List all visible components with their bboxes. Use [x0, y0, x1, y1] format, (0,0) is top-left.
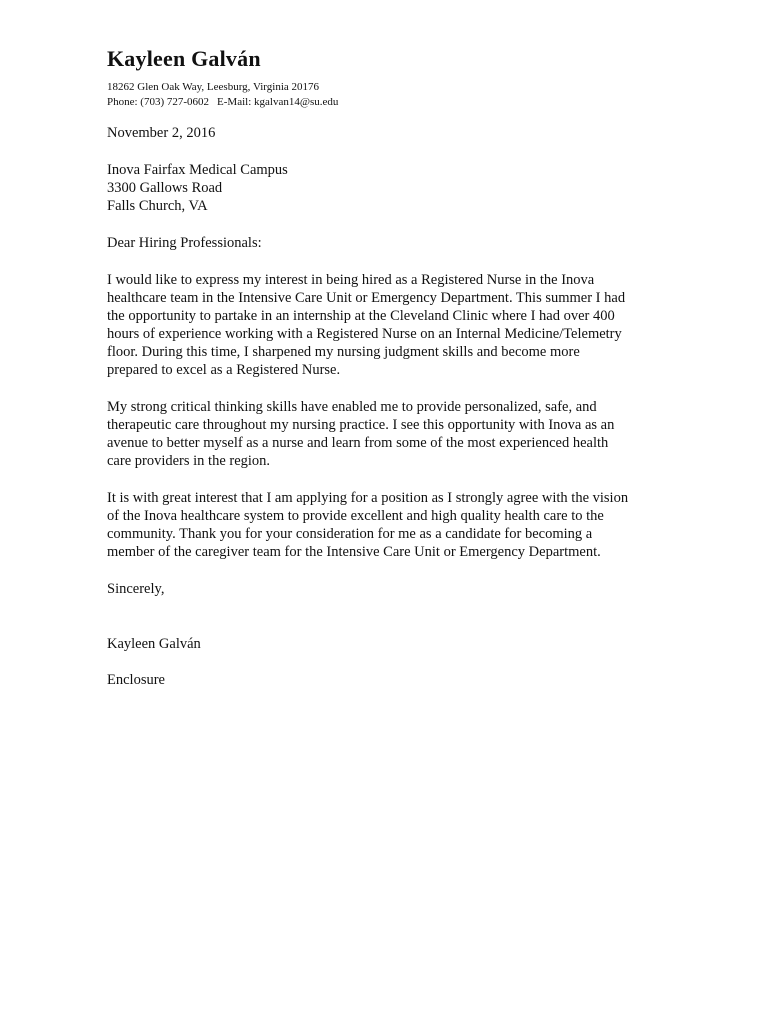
sender-contact-line: [107, 95, 667, 110]
paragraph-line: of the Inova healthcare system to provide excellent and high quality health care to the: [107, 508, 604, 524]
paragraph-line: I would like to express my interest in being hired as a Registered Nurse in the Inova: [107, 272, 595, 288]
sender-phone: Phone: (703) 727-0602: [107, 96, 210, 108]
paragraph-line: care providers in the region.: [107, 453, 271, 469]
paragraph-line: floor. During this time, I sharpened my nursing judgment skills and become more: [107, 344, 580, 360]
recipient-line: Inova Fairfax Medical Campus: [107, 162, 288, 178]
salutation: Dear Hiring Professionals:: [107, 235, 262, 251]
paragraph-line: My strong critical thinking skills have enabled me to provide personalized, safe, and: [107, 399, 597, 415]
sender-address: 18262 Glen Oak Way, Leesburg, Virginia 20176: [107, 81, 320, 93]
signature-name: Kayleen Galván: [107, 636, 201, 652]
letter-page: [107, 44, 667, 689]
closing: Sincerely,: [107, 581, 165, 597]
paragraph-line: community. Thank you for your consideration for me as a candidate for becoming a: [107, 526, 593, 542]
body-paragraph-3: [107, 489, 667, 561]
paragraph-line: member of the caregiver team for the Intensive Care Unit or Emergency Department.: [107, 544, 601, 560]
recipient-block: [107, 161, 667, 215]
paragraph-line: hours of experience working with a Registered Nurse on an Internal Medicine/Telemetry: [107, 326, 622, 342]
body-paragraph-1: [107, 271, 667, 379]
paragraph-line: prepared to excel as a Registered Nurse.: [107, 362, 341, 378]
letter-date: November 2, 2016: [107, 125, 216, 141]
sender-email: E-Mail: kgalvan14@su.edu: [217, 96, 339, 108]
recipient-line: 3300 Gallows Road: [107, 180, 223, 196]
paragraph-line: It is with great interest that I am applying for a position as I strongly agree with the vision: [107, 490, 629, 506]
paragraph-line: healthcare team in the Intensive Care Unit or Emergency Department. This summer I had: [107, 290, 626, 306]
paragraph-line: therapeutic care throughout my nursing practice. I see this opportunity with Inova as an: [107, 417, 615, 433]
paragraph-line: avenue to better myself as a nurse and learn from some of the most experienced health: [107, 435, 609, 451]
paragraph-line: the opportunity to partake in an internship at the Cleveland Clinic where I had over 400: [107, 308, 615, 324]
recipient-line: Falls Church, VA: [107, 198, 208, 214]
body-paragraph-2: [107, 398, 667, 470]
sender-name: Kayleen Galván: [107, 46, 261, 71]
enclosure-note: Enclosure: [107, 672, 165, 688]
